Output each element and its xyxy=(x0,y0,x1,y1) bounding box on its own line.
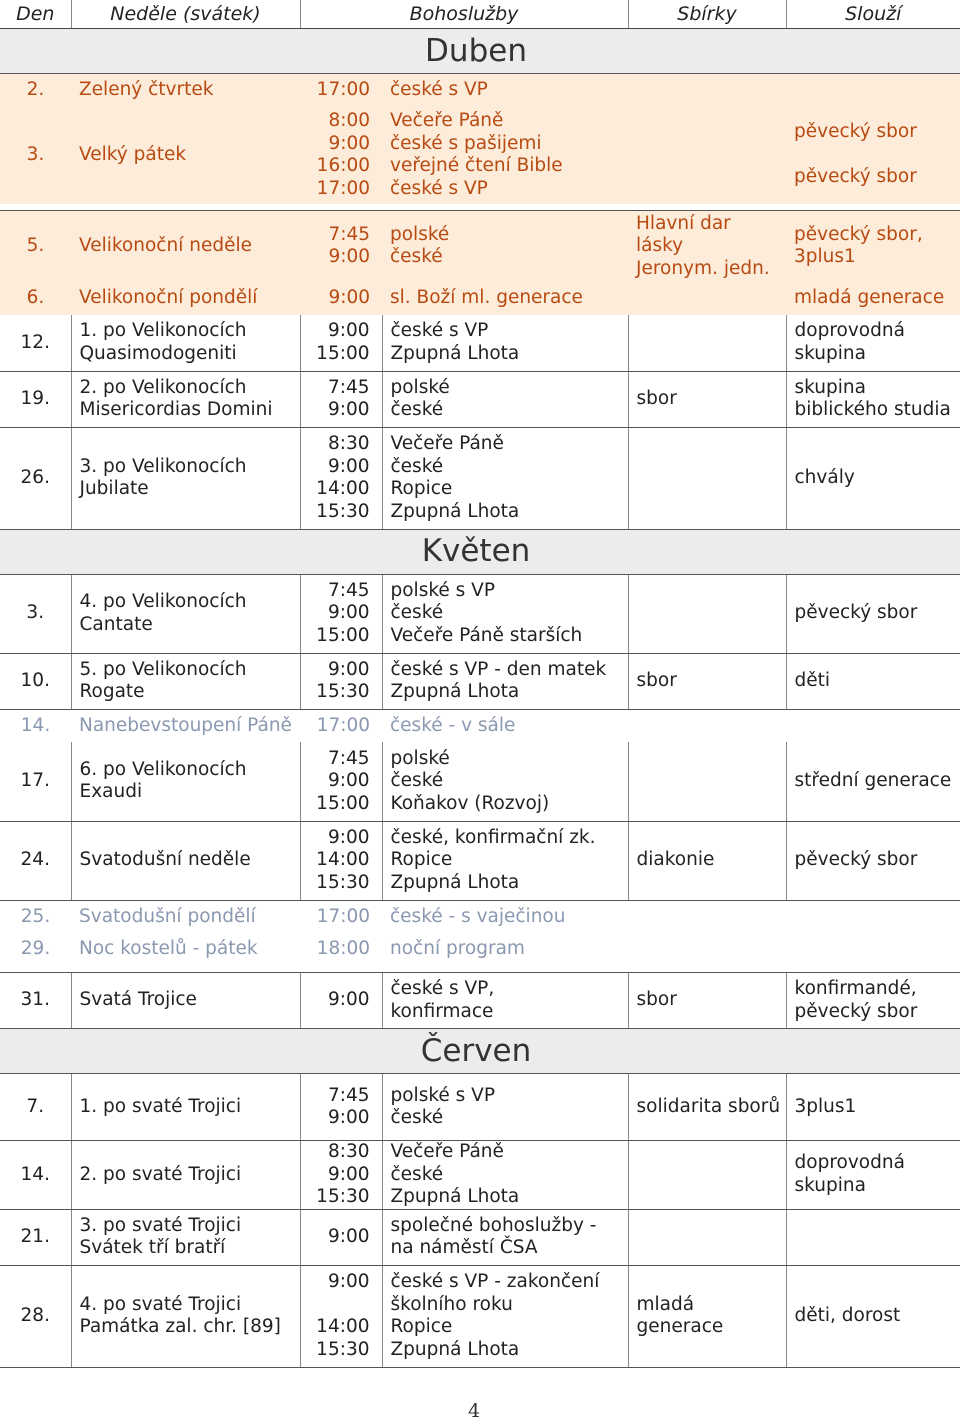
cell-services: české s VP Zpupná Lhota xyxy=(382,315,628,371)
cell-collection xyxy=(628,574,786,653)
cell-times: 9:00 xyxy=(300,973,382,1029)
cell-name: Zelený čtvrtek xyxy=(71,74,300,107)
cell-times: 8:00 9:00 16:00 17:00 xyxy=(300,107,382,204)
cell-times: 8:30 9:00 14:00 15:30 xyxy=(300,427,382,529)
cell-day: 6. xyxy=(0,282,71,315)
schedule-row xyxy=(0,1074,960,1141)
cell-serving xyxy=(786,1209,960,1265)
schedule-row xyxy=(0,1265,960,1367)
cell-collection xyxy=(628,107,786,204)
cell-serving: mladá generace xyxy=(786,282,960,315)
cell-name: 3. po Velikonocích Jubilate xyxy=(71,427,300,529)
cell-collection xyxy=(628,1141,786,1210)
cell-day: 28. xyxy=(0,1265,71,1367)
cell-name: Svatodušní neděle xyxy=(71,821,300,900)
schedule-row xyxy=(0,74,960,107)
schedule-row xyxy=(0,653,960,709)
cell-serving: pěvecký sbor, 3plus1 xyxy=(786,210,960,282)
cell-serving: konfirmandé, pěvecký sbor xyxy=(786,973,960,1029)
schedule-row xyxy=(0,371,960,427)
cell-services: Večeře Páně české Zpupná Lhota xyxy=(382,1141,628,1210)
cell-collection xyxy=(628,900,786,933)
schedule-row xyxy=(0,1141,960,1210)
cell-services: české s VP - zakončení školního roku Ropice Zpupná Lhota xyxy=(382,1265,628,1367)
cell-serving: doprovodná skupina xyxy=(786,1141,960,1210)
cell-day: 14. xyxy=(0,1141,71,1210)
cell-collection xyxy=(628,1209,786,1265)
schedule-row xyxy=(0,574,960,653)
schedule-body xyxy=(0,29,960,1368)
cell-collection xyxy=(628,742,786,821)
schedule-row xyxy=(0,900,960,933)
cell-serving xyxy=(786,933,960,966)
cell-day: 21. xyxy=(0,1209,71,1265)
schedule-row xyxy=(0,282,960,315)
cell-times: 17:00 xyxy=(316,905,370,927)
cell-name: Velikonoční neděle xyxy=(71,210,300,282)
cell-services: společné bohoslužby - na náměstí ČSA xyxy=(382,1209,628,1265)
cell-day: 5. xyxy=(0,210,71,282)
schedule-row xyxy=(0,107,960,204)
cell-times: 18:00 xyxy=(316,938,370,960)
cell-times: 9:00 14:00 15:30 xyxy=(300,821,382,900)
cell-serving: děti, dorost xyxy=(786,1265,960,1367)
header-serving: Slouží xyxy=(786,0,960,29)
cell-name: 2. po Velikonocích Misericordias Domini xyxy=(71,371,300,427)
cell-name: Svatá Trojice xyxy=(71,973,300,1029)
cell-name: 2. po svaté Trojici xyxy=(71,1141,300,1210)
header-sunday: Neděle (svátek) xyxy=(71,0,300,29)
month-header xyxy=(0,1029,960,1074)
cell-serving xyxy=(786,709,960,742)
cell-collection: sbor xyxy=(628,371,786,427)
cell-serving: doprovodná skupina xyxy=(786,315,960,371)
cell-name: 1. po Velikonocích Quasimodogeniti xyxy=(71,315,300,371)
cell-collection: mladá generace xyxy=(628,1265,786,1367)
cell-services: české - s vaječinou xyxy=(390,905,566,927)
cell-collection xyxy=(628,427,786,529)
cell-times: 7:45 9:00 xyxy=(300,210,382,282)
cell-day: 12. xyxy=(0,315,71,371)
cell-day: 3. xyxy=(0,107,71,204)
header-services: Bohoslužby xyxy=(300,0,628,29)
cell-serving: pěvecký sbor pěvecký sbor xyxy=(786,107,960,204)
schedule-row xyxy=(0,315,960,371)
cell-day: 19. xyxy=(0,371,71,427)
schedule-row xyxy=(0,709,960,742)
cell-name: Noc kostelů - pátek xyxy=(79,938,258,960)
month-header xyxy=(0,29,960,74)
cell-collection: solidarita sborů xyxy=(628,1074,786,1141)
cell-times: 7:45 9:00 xyxy=(300,1074,382,1141)
cell-serving: děti xyxy=(786,653,960,709)
header-day: Den xyxy=(0,0,71,29)
cell-name: 4. po svaté Trojici Památka zal. chr. [89] xyxy=(71,1265,300,1367)
cell-name: 4. po Velikonocích Cantate xyxy=(71,574,300,653)
cell-times: 9:00 15:30 xyxy=(300,653,382,709)
schedule-row xyxy=(0,933,960,966)
cell-services: polské české xyxy=(382,371,628,427)
cell-collection xyxy=(628,709,786,742)
cell-services: noční program xyxy=(390,938,525,960)
cell-day: 7. xyxy=(0,1074,71,1141)
cell-services: české, konfirmační zk. Ropice Zpupná Lhota xyxy=(382,821,628,900)
cell-serving: 3plus1 xyxy=(786,1074,960,1141)
cell-times: 7:45 9:00 xyxy=(300,371,382,427)
cell-times: 9:00 15:00 xyxy=(300,315,382,371)
cell-name: 1. po svaté Trojici xyxy=(71,1074,300,1141)
schedule-row xyxy=(0,742,960,821)
cell-times: 7:45 9:00 15:00 xyxy=(300,742,382,821)
cell-day: 17. xyxy=(0,742,71,821)
cell-name: Velikonoční pondělí xyxy=(71,282,300,315)
cell-collection xyxy=(628,315,786,371)
cell-day: 31. xyxy=(0,973,71,1029)
cell-name: Nanebevstoupení Páně xyxy=(79,714,292,736)
cell-name: 3. po svaté Trojici Svátek tří bratří xyxy=(71,1209,300,1265)
cell-collection: Hlavní dar lásky Jeronym. jedn. xyxy=(628,210,786,282)
cell-name: 6. po Velikonocích Exaudi xyxy=(71,742,300,821)
cell-times: 9:00 xyxy=(300,282,382,315)
cell-serving: střední generace xyxy=(786,742,960,821)
schedule-row xyxy=(0,1209,960,1265)
cell-collection xyxy=(628,282,786,315)
cell-serving: pěvecký sbor xyxy=(786,574,960,653)
cell-day: 10. xyxy=(0,653,71,709)
cell-collection: sbor xyxy=(628,973,786,1029)
cell-services: české s VP, konfirmace xyxy=(382,973,628,1029)
cell-day: 24. xyxy=(0,821,71,900)
cell-day: 3. xyxy=(0,574,71,653)
cell-serving: pěvecký sbor xyxy=(786,821,960,900)
cell-services: polské české Koňakov (Rozvoj) xyxy=(382,742,628,821)
cell-times: 17:00 xyxy=(316,714,370,736)
cell-services: polské s VP české xyxy=(382,1074,628,1141)
header-row xyxy=(0,0,960,29)
cell-day: 29. xyxy=(20,938,51,960)
cell-day: 2. xyxy=(0,74,71,107)
cell-day: 26. xyxy=(0,427,71,529)
cell-name: 5. po Velikonocích Rogate xyxy=(71,653,300,709)
cell-day: 14. xyxy=(20,714,51,736)
cell-services: polské české xyxy=(382,210,628,282)
cell-serving: skupina biblického studia xyxy=(786,371,960,427)
cell-collection xyxy=(628,933,786,966)
month-title: Červen xyxy=(420,1032,532,1069)
cell-times: 17:00 xyxy=(300,74,382,107)
cell-services: české s VP - den matek Zpupná Lhota xyxy=(382,653,628,709)
cell-collection: diakonie xyxy=(628,821,786,900)
page-number: 4 xyxy=(467,1400,481,1422)
schedule-row xyxy=(0,973,960,1029)
cell-services: sl. Boží ml. generace xyxy=(382,282,628,315)
cell-times: 8:30 9:00 15:30 xyxy=(300,1141,382,1210)
schedule-row xyxy=(0,821,960,900)
cell-collection: sbor xyxy=(628,653,786,709)
cell-times: 9:00 14:00 15:30 xyxy=(300,1265,382,1367)
cell-services: Večeře Páně české Ropice Zpupná Lhota xyxy=(382,427,628,529)
month-title: Duben xyxy=(425,32,527,69)
cell-serving xyxy=(786,900,960,933)
cell-services: Večeře Páně české s pašijemi veřejné čtení Bible české s VP xyxy=(382,107,628,204)
cell-name: Svatodušní pondělí xyxy=(79,905,256,927)
header-collections: Sbírky xyxy=(628,0,786,29)
cell-collection xyxy=(628,74,786,107)
cell-day: 25. xyxy=(20,905,51,927)
cell-services: české - v sále xyxy=(390,714,516,736)
cell-serving: chvály xyxy=(786,427,960,529)
cell-name: Velký pátek xyxy=(71,107,300,204)
month-title: Květen xyxy=(421,533,531,570)
cell-services: polské s VP české Večeře Páně starších xyxy=(382,574,628,653)
cell-times: 9:00 xyxy=(300,1209,382,1265)
cell-times: 7:45 9:00 15:00 xyxy=(300,574,382,653)
cell-serving xyxy=(786,74,960,107)
schedule-row xyxy=(0,427,960,529)
cell-services: české s VP xyxy=(382,74,628,107)
month-header xyxy=(0,529,960,574)
schedule-row xyxy=(0,210,960,282)
